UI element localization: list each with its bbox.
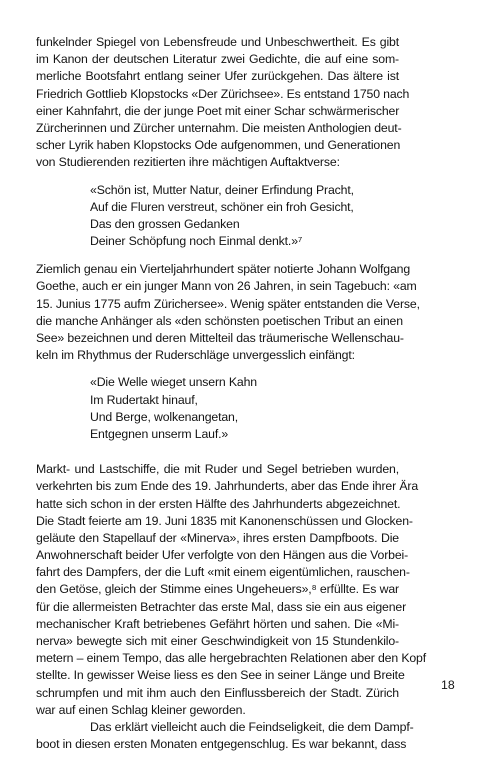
text-line: Ziemlich genau ein Vierteljahrhundert später notierte Johann Wolfgang xyxy=(36,262,411,277)
text-line: See» bezeichnen und deren Mittelteil das träumerische Wellenschau- xyxy=(36,331,404,345)
verse-line: «Die Welle wieget unsern Kahn xyxy=(90,375,257,390)
verse-line: Das den grossen Gedanken xyxy=(90,216,240,231)
verse-line: «Schön ist, Mutter Natur, deiner Erfindung Pracht, xyxy=(90,182,354,197)
paragraph-klopstock-intro xyxy=(36,34,410,172)
paragraph-steamboat xyxy=(36,461,427,719)
text-line: Anwohnerschaft beider Ufer verfolgte von den Hängen aus die Vorbei- xyxy=(36,548,409,563)
text-line: Das erklärt vielleicht auch die Feindseligkeit, die dem Dampf- xyxy=(90,719,414,734)
verse-line: Und Berge, wolkenangetan, xyxy=(90,409,239,424)
text-line: stellte. In gewisser Weise liess es den See in seiner Länge und Breite xyxy=(36,668,405,683)
text-line: keln im Rhythmus der Ruderschläge unvergesslich einfängt: xyxy=(36,348,355,363)
text-line: nerva» bewegte sich mit einer Geschwindigkeit von 15 Stundenkilo- xyxy=(36,634,399,648)
quote-klopstock-verses xyxy=(90,182,399,251)
text-line: schrumpfen und mit ihm auch den Einflussbereich der Stadt. Zürich xyxy=(36,685,399,700)
quote-goethe-verses xyxy=(90,374,399,443)
text-line: funkelnder Spiegel von Lebensfreude und Unbeschwertheit. Es gibt xyxy=(36,35,399,49)
text-line: für die allermeisten Betrachter das erste Mal, dass sie ein aus eigener xyxy=(36,599,407,614)
text-line: hatte sich schon in der ersten Hälfte des Jahrhunderts abgezeichnet. xyxy=(36,496,401,511)
text-line: 15. Junius 1775 aufm Zürichersee». Wenig später entstanden die Verse, xyxy=(36,296,420,311)
text-line: Friedrich Gottlieb Klopstocks «Der Zürichsee». Es entstand 1750 nach xyxy=(36,86,410,101)
text-line: merliche Bootsfahrt entlang seiner Ufer zurückgehen. Das ältere ist xyxy=(36,69,399,84)
text-line: den Getöse, gleich der Stimme eines Ungeheuers»,⁸ erfüllte. Es war xyxy=(36,582,399,597)
text-line: scher Lyrik haben Klopstocks Ode aufgenommen, und Generationen xyxy=(36,138,401,153)
verse-line: Auf die Fluren verstreut, schöner ein froh Gesicht, xyxy=(90,199,354,214)
text-line: Goethe, auch er ein junger Mann von 26 Jahren, in sein Tagebuch: «am xyxy=(36,279,417,294)
text-line: metern – einem Tempo, das alle hergebrachten Relationen aber den Kopf xyxy=(36,651,427,666)
verse-line: Deiner Schöpfung noch Einmal denkt.»⁷ xyxy=(90,234,303,249)
verse-line: Entgegnen unserm Lauf.» xyxy=(90,426,229,441)
text-line: von Studierenden rezitierten ihre mächtigen Auftaktverse: xyxy=(36,155,340,170)
text-line: im Kanon der deutschen Literatur zwei Gedichte, die auf eine som- xyxy=(36,52,399,67)
paragraph-hostility xyxy=(36,719,414,753)
text-line: Die Stadt feierte am 19. Juni 1835 mit Kanonenschüssen und Glocken- xyxy=(36,513,413,528)
document-page xyxy=(36,34,427,753)
paragraph-goethe-intro xyxy=(36,261,420,364)
text-line: verkehrten bis zum Ende des 19. Jahrhunderts, aber das Ende ihrer Ära xyxy=(36,479,419,494)
text-line: Zürcherinnen und Zürcher unternahm. Die meisten Anthologien deut- xyxy=(36,120,402,135)
text-line: geläute den Stapellauf der «Minerva», ihres ersten Dampfboots. Die xyxy=(36,530,399,545)
text-line: boot in diesen ersten Monaten entgegenschlug. Es war bekannt, dass xyxy=(36,737,407,752)
text-line: war auf einen Schlag kleiner geworden. xyxy=(36,702,246,717)
text-line: einer Kahnfahrt, die der junge Poet mit einer Schar schwärmerischer xyxy=(36,103,400,118)
page-number: 18 xyxy=(441,678,455,692)
verse-line: Im Rudertakt hinauf, xyxy=(90,392,198,407)
text-line: fahrt des Dampfers, der die Luft «mit einem eigentümlichen, rauschen- xyxy=(36,565,410,580)
text-line: Markt- und Lastschiffe, die mit Ruder und Segel betrieben wurden, xyxy=(36,462,399,477)
text-line: mechanischer Kraft betriebenes Gefährt hörten und sahen. Die «Mi- xyxy=(36,616,399,631)
text-line: die manche Anhänger als «den schönsten poetischen Tribut an einen xyxy=(36,313,403,328)
